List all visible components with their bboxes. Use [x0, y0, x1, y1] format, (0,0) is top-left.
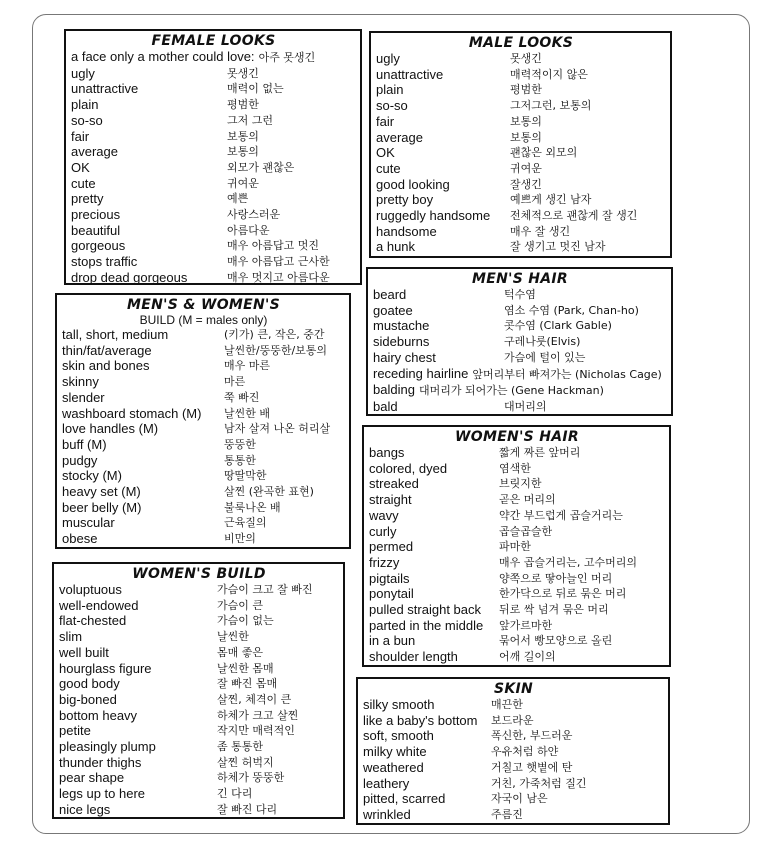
list-item: [71, 207, 356, 223]
korean-translation: 곱슬곱슬한: [499, 524, 553, 538]
english-term: bangs: [369, 445, 405, 460]
list-item: [62, 327, 345, 343]
womens-build-title: WOMEN'S BUILD: [132, 566, 266, 582]
english-term: beer belly (M): [62, 499, 142, 515]
list-item: [369, 618, 665, 634]
english-term: thin/fat/average: [62, 342, 152, 358]
list-item: [62, 358, 345, 374]
list-item: [71, 144, 356, 160]
korean-translation: 브릿지한: [499, 477, 542, 491]
korean-translation: 앞머리부터 빠져가는 (Nicholas Cage): [472, 367, 662, 381]
korean-translation: 긴 다리: [217, 787, 253, 801]
korean-translation: 예쁘게 생긴 남자: [510, 193, 592, 207]
english-term: pleasingly plump: [59, 739, 156, 755]
list-item: [369, 492, 665, 508]
english-term: legs up to here: [59, 786, 146, 802]
mens-womens-build-list: [62, 327, 345, 547]
korean-translation: 턱수염: [504, 288, 536, 301]
english-term: sideburns: [373, 334, 430, 350]
list-item: [376, 98, 666, 114]
korean-translation: 어깨 길이의: [499, 650, 556, 664]
list-item: [59, 661, 339, 677]
list-item: [62, 390, 345, 406]
english-term: skin and bones: [62, 358, 150, 374]
english-term: thunder thighs: [59, 754, 142, 770]
korean-translation: 외모가 괜찮은: [227, 160, 295, 174]
list-item: [363, 713, 664, 729]
english-term: good body: [59, 676, 120, 692]
list-item: [62, 500, 345, 516]
english-term: straight: [369, 492, 412, 508]
list-item: [373, 366, 667, 383]
list-item: [369, 508, 665, 524]
list-item: [71, 270, 356, 286]
english-term: beard: [373, 287, 407, 302]
list-item: [59, 708, 339, 724]
korean-translation: 주름진: [491, 807, 523, 821]
korean-translation: 살찐 허벅지: [217, 755, 274, 769]
list-item: [71, 223, 356, 239]
korean-translation: 묶어서 빵모양으로 올린: [499, 634, 613, 648]
list-item: [376, 67, 666, 83]
english-term: silky smooth: [363, 697, 435, 712]
korean-translation: 보통의: [227, 129, 259, 143]
english-term: curly: [369, 523, 397, 539]
korean-translation: 못생긴: [510, 52, 542, 65]
list-item: [62, 406, 345, 422]
korean-translation: 양쪽으로 땋아늘인 머리: [499, 571, 613, 585]
list-item: [71, 191, 356, 207]
english-term: hairy chest: [373, 349, 436, 365]
korean-translation: (키가) 큰, 작은, 중간: [224, 328, 325, 341]
korean-translation: 매력적이지 않은: [510, 67, 588, 81]
korean-translation: 예쁜: [227, 192, 249, 206]
list-item: [62, 374, 345, 390]
korean-translation: 매우 아름답고 멋진: [227, 239, 320, 253]
list-item: [376, 145, 666, 161]
mens-womens-build-subtitle: BUILD (M = males only): [139, 313, 268, 327]
english-term: frizzy: [369, 554, 400, 570]
list-item: [59, 582, 339, 598]
korean-translation: 가슴이 큰: [217, 598, 264, 612]
skin-title: SKIN: [493, 681, 534, 697]
english-term: balding: [373, 382, 415, 398]
mens-womens-build-title: MEN'S & WOMEN'S: [127, 297, 280, 313]
english-term: pretty: [71, 191, 104, 207]
english-term: voluptuous: [59, 582, 122, 597]
list-item: [369, 476, 665, 492]
english-term: bald: [373, 398, 398, 414]
list-item: [71, 129, 356, 145]
english-term: pigtails: [369, 570, 410, 586]
korean-translation: 대머리의: [504, 399, 547, 413]
english-term: pudgy: [62, 452, 98, 468]
english-term: slim: [59, 629, 83, 645]
list-item: [363, 744, 664, 760]
english-term: ugly: [376, 51, 400, 66]
korean-translation: 하체가 뚱뚱한: [217, 771, 285, 785]
korean-translation: 매우 아름답고 근사한: [227, 255, 330, 269]
english-term: precious: [71, 207, 121, 223]
skin-list: [363, 697, 664, 823]
list-item: [59, 676, 339, 692]
korean-translation: 뒤로 싹 넘겨 묶은 머리: [499, 603, 609, 617]
list-item: [376, 192, 666, 208]
english-term: cute: [71, 175, 96, 191]
list-item: [363, 791, 664, 807]
english-term: hourglass figure: [59, 660, 152, 676]
korean-translation: 귀여운: [227, 176, 259, 190]
english-term: mustache: [373, 318, 430, 334]
list-item: [71, 254, 356, 270]
english-term: average: [376, 129, 423, 145]
list-item: [376, 161, 666, 177]
list-item: [59, 613, 339, 629]
english-term: bottom heavy: [59, 707, 138, 723]
korean-translation: 못생긴: [227, 66, 259, 80]
womens-hair-box: [362, 425, 671, 667]
english-term: cute: [376, 160, 401, 176]
english-term: weathered: [363, 759, 424, 775]
english-term: ruggedly handsome: [376, 208, 491, 224]
english-term: so-so: [376, 98, 408, 114]
list-item: [59, 802, 339, 818]
list-item: [71, 113, 356, 129]
korean-translation: 날씬한: [217, 630, 249, 644]
list-item: [376, 82, 666, 98]
korean-translation: 좀 통통한: [217, 740, 264, 754]
english-term: a face only a mother could love:: [71, 49, 255, 64]
list-item: [71, 97, 356, 113]
english-term: petite: [59, 723, 91, 739]
korean-translation: 남자 살져 나온 허리살: [224, 422, 331, 436]
english-term: plain: [376, 82, 404, 98]
korean-translation: 날씬한 배: [224, 406, 271, 420]
english-term: big-boned: [59, 691, 117, 707]
korean-translation: 아름다운: [227, 223, 270, 237]
english-term: a hunk: [376, 239, 416, 255]
list-item: [373, 399, 667, 415]
korean-translation: 보드라운: [491, 713, 534, 727]
list-item: [373, 382, 667, 399]
list-item: [369, 602, 665, 618]
english-term: fair: [376, 113, 395, 129]
english-term: ponytail: [369, 586, 414, 602]
korean-translation: 잘 빠진 다리: [217, 802, 278, 816]
english-term: nice legs: [59, 801, 111, 817]
list-item: [71, 66, 356, 82]
korean-translation: 괜찮은 외모의: [510, 146, 578, 160]
list-item: [59, 598, 339, 614]
korean-translation: 잘생긴: [510, 177, 542, 191]
korean-translation: 보통의: [510, 114, 542, 128]
korean-translation: 쭉 빠진: [224, 390, 260, 404]
english-term: wrinkled: [363, 806, 411, 822]
list-item: [59, 629, 339, 645]
male-looks-title: MALE LOOKS: [468, 35, 574, 51]
korean-translation: 폭신한, 부드러운: [491, 729, 573, 743]
english-term: fair: [71, 128, 90, 144]
mens-hair-box: [366, 267, 673, 416]
list-item: [369, 539, 665, 555]
korean-translation: 작지만 매력적인: [217, 724, 295, 738]
english-term: pear shape: [59, 770, 125, 786]
korean-translation: 매력이 없는: [227, 82, 284, 96]
womens-hair-list: [369, 445, 665, 665]
list-item: [376, 114, 666, 130]
list-item: [59, 739, 339, 755]
korean-translation: 날씬한/뚱뚱한/보통의: [224, 343, 328, 357]
list-item: [62, 421, 345, 437]
english-term: skinny: [62, 374, 99, 390]
list-item: [369, 633, 665, 649]
list-item: [59, 723, 339, 739]
korean-translation: 매우 마른: [224, 359, 271, 373]
list-item: [59, 786, 339, 802]
list-item: [62, 437, 345, 453]
english-term: slender: [62, 389, 105, 405]
english-term: well-endowed: [59, 597, 139, 613]
womens-build-list: [59, 582, 339, 818]
korean-translation: 몸매 좋은: [217, 645, 264, 659]
korean-translation: 대머리가 되어가는 (Gene Hackman): [418, 384, 604, 398]
korean-translation: 가슴에 털이 있는: [504, 350, 586, 364]
list-item: [376, 177, 666, 193]
skin-box: [356, 677, 670, 825]
list-item: [71, 160, 356, 176]
english-term: so-so: [71, 112, 103, 128]
english-term: muscular: [62, 515, 115, 531]
korean-translation: 구레나룻(Elvis): [504, 335, 581, 349]
english-term: pulled straight back: [369, 602, 482, 618]
list-item: [62, 453, 345, 469]
english-term: milky white: [363, 744, 427, 760]
korean-translation: 매우 곱슬거리는, 고수머리의: [499, 555, 638, 569]
english-term: obese: [62, 531, 98, 547]
english-term: colored, dyed: [369, 460, 448, 476]
english-term: leathery: [363, 775, 410, 791]
list-item: [376, 51, 666, 67]
english-term: stops traffic: [71, 254, 138, 270]
korean-translation: 잘 빠진 몸매: [217, 677, 278, 691]
korean-translation: 살찐, 체격이 큰: [217, 692, 292, 706]
english-term: pitted, scarred: [363, 791, 446, 807]
korean-translation: 땅딸막한: [224, 469, 267, 483]
female-looks-title: FEMALE LOOKS: [151, 33, 276, 49]
korean-translation: 전체적으로 괜찮게 잘 생긴: [510, 209, 638, 223]
list-item: [363, 728, 664, 744]
english-term: gorgeous: [71, 238, 126, 254]
list-item: [62, 343, 345, 359]
korean-translation: 마른: [224, 375, 246, 389]
korean-translation: 염색한: [499, 461, 531, 475]
mens-hair-list: [373, 287, 667, 415]
list-item: [369, 524, 665, 540]
womens-hair-title: WOMEN'S HAIR: [455, 429, 579, 445]
english-term: drop dead gorgeous: [71, 269, 188, 285]
korean-translation: 앞가르마한: [499, 618, 553, 632]
list-item: [376, 224, 666, 240]
list-item: [59, 770, 339, 786]
korean-translation: 불룩나온 배: [224, 500, 281, 514]
english-term: unattractive: [376, 66, 444, 82]
korean-translation: 평범한: [510, 83, 542, 97]
mens-hair-title: MEN'S HAIR: [472, 271, 568, 287]
korean-translation: 귀여운: [510, 161, 542, 175]
list-item: [62, 484, 345, 500]
list-item: [369, 555, 665, 571]
english-term: stocky (M): [62, 468, 122, 484]
list-item: [376, 239, 666, 255]
list-item: [59, 645, 339, 661]
list-item: [373, 334, 667, 350]
korean-translation: 보통의: [510, 130, 542, 144]
korean-translation: 염소 수염 (Park, Chan-ho): [504, 303, 639, 317]
english-term: washboard stomach (M): [62, 405, 202, 421]
list-item: [369, 571, 665, 587]
english-term: soft, smooth: [363, 728, 434, 744]
korean-translation: 약간 부드럽게 곱슬거리는: [499, 508, 623, 522]
english-term: goatee: [373, 302, 413, 318]
korean-translation: 파마한: [499, 540, 531, 554]
korean-translation: 곧은 머리의: [499, 493, 556, 507]
english-term: heavy set (M): [62, 484, 141, 500]
korean-translation: 자국이 남은: [491, 792, 548, 806]
list-item: [363, 807, 664, 823]
korean-translation: 사랑스러운: [227, 208, 281, 222]
korean-translation: 우유처럼 하얀: [491, 745, 559, 759]
english-term: shoulder length: [369, 649, 458, 665]
english-term: in a bun: [369, 633, 416, 649]
english-term: OK: [376, 145, 395, 161]
list-item: [363, 776, 664, 792]
list-item: [363, 697, 664, 713]
korean-translation: 통통한: [224, 453, 256, 467]
english-term: like a baby's bottom: [363, 712, 478, 728]
list-item: [71, 81, 356, 97]
mens-womens-build-box: [55, 293, 351, 549]
korean-translation: 날씬한 몸매: [217, 661, 274, 675]
list-item: [59, 755, 339, 771]
korean-translation: 매우 멋지고 아름다운: [227, 270, 330, 284]
male-looks-box: [369, 31, 672, 258]
korean-translation: 콧수염 (Clark Gable): [504, 319, 612, 333]
english-term: tall, short, medium: [62, 327, 169, 342]
list-item: [363, 760, 664, 776]
korean-translation: 평범한: [227, 98, 259, 112]
list-item: [373, 318, 667, 334]
female-looks-list: [71, 49, 356, 286]
korean-translation: 살찐 (완곡한 표현): [224, 485, 314, 499]
list-item: [369, 649, 665, 665]
list-item: [71, 49, 356, 66]
list-item: [71, 238, 356, 254]
english-term: permed: [369, 539, 414, 555]
korean-translation: 거칠고 햇볕에 탄: [491, 760, 573, 774]
english-term: streaked: [369, 476, 419, 492]
female-looks-box: [64, 29, 362, 285]
english-term: average: [71, 144, 118, 160]
english-term: beautiful: [71, 222, 121, 238]
english-term: ugly: [71, 65, 95, 81]
korean-translation: 매우 잘 생긴: [510, 224, 571, 238]
list-item: [62, 515, 345, 531]
english-term: plain: [71, 97, 99, 113]
english-term: receding hairline: [373, 365, 469, 381]
male-looks-list: [376, 51, 666, 255]
korean-translation: 매끈한: [491, 698, 523, 711]
english-term: buff (M): [62, 436, 107, 452]
korean-translation: 아주 못생긴: [258, 51, 316, 64]
korean-translation: 하체가 크고 살찐: [217, 708, 299, 722]
english-term: parted in the middle: [369, 617, 484, 633]
korean-translation: 근육질의: [224, 516, 267, 530]
korean-translation: 그저 그런: [227, 113, 274, 127]
korean-translation: 뚱뚱한: [224, 437, 256, 451]
list-item: [373, 303, 667, 319]
list-item: [62, 531, 345, 547]
korean-translation: 그저그런, 보통의: [510, 99, 592, 113]
womens-build-box: [52, 562, 345, 819]
list-item: [376, 130, 666, 146]
english-term: flat-chested: [59, 613, 127, 629]
korean-translation: 보통의: [227, 145, 259, 159]
korean-translation: 거친, 가죽처럼 질긴: [491, 776, 587, 790]
korean-translation: 비만의: [224, 532, 256, 546]
english-term: pretty boy: [376, 192, 434, 208]
english-term: OK: [71, 159, 90, 175]
english-term: well built: [59, 644, 109, 660]
english-term: wavy: [369, 507, 399, 523]
list-item: [369, 461, 665, 477]
korean-translation: 한가닥으로 뒤로 묶은 머리: [499, 587, 627, 601]
list-item: [71, 176, 356, 192]
korean-translation: 가슴이 크고 잘 빠진: [217, 583, 313, 596]
korean-translation: 가슴이 없는: [217, 614, 274, 628]
list-item: [369, 586, 665, 602]
list-item: [62, 468, 345, 484]
english-term: love handles (M): [62, 421, 159, 437]
english-term: good looking: [376, 176, 450, 192]
list-item: [373, 350, 667, 366]
korean-translation: 짧게 짜른 앞머리: [499, 446, 581, 459]
list-item: [373, 287, 667, 303]
english-term: unattractive: [71, 81, 139, 97]
list-item: [59, 692, 339, 708]
korean-translation: 잘 생기고 멋진 남자: [510, 240, 606, 254]
list-item: [369, 445, 665, 461]
list-item: [376, 208, 666, 224]
english-term: handsome: [376, 223, 437, 239]
